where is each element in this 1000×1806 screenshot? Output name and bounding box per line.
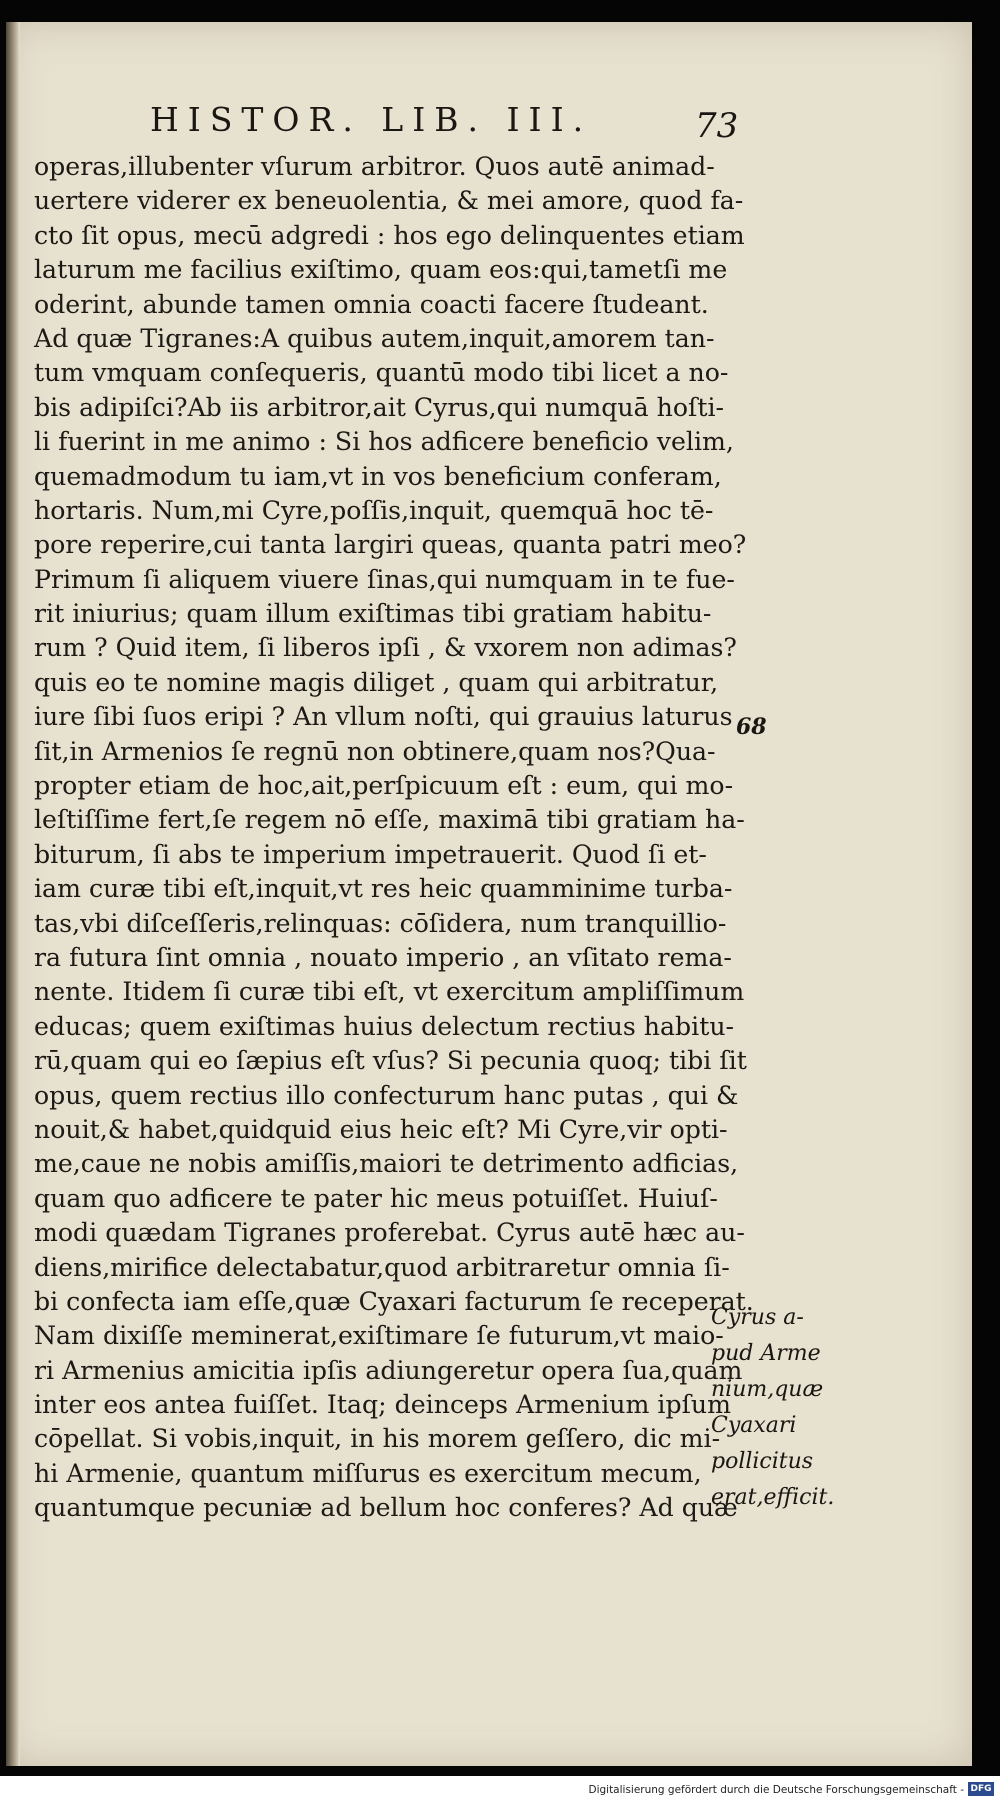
text-line: Primum ſi aliquem viuere ſinas,qui numquam in te fue-: [34, 564, 735, 594]
text-line: hortaris. Num,mi Cyre,poſſis,inquit, quemquā hoc tē-: [34, 495, 714, 525]
text-line: educas; quem exiſtimas huius delectum rectius habitu-: [34, 1011, 735, 1041]
text-line: ri Armenius amicitia ipſis adiungeretur opera ſua,quam: [34, 1355, 743, 1385]
text-line: ra futura ſint omnia , nouato imperio , an vſitato rema-: [34, 942, 732, 972]
text-line: rit iniurius; quam illum exiſtimas tibi gratiam habitu-: [34, 599, 712, 629]
marginal-note-line: Cyrus a-: [711, 1305, 804, 1330]
text-line: leſtiſſime fert,ſe regem nō eſſe, maximā tibi gratiam ha-: [34, 805, 745, 835]
text-line: rum ? Quid item, ſi liberos ipſi , & vxorem non adimas?: [34, 633, 737, 663]
text-line: nente. Itidem ſi curæ tibi eſt, vt exercitum ampliſſimum: [34, 977, 745, 1007]
text-line: pore reperire,cui tanta largiri queas, quanta patri meo?: [34, 530, 747, 560]
text-line: biturum, ſi abs te imperium impetrauerit. Quod ſi et-: [34, 839, 707, 869]
text-line: propter etiam de hoc,ait,perſpicuum eſt : eum, qui mo-: [34, 771, 734, 801]
text-line: me,caue ne nobis amiſſis,maiori te detrimento adficias,: [34, 1149, 739, 1179]
text-line: Nam dixiſſe meminerat,exiſtimare ſe futurum,vt maio-: [34, 1321, 724, 1351]
text-line: cōpellat. Si vobis,inquit, in his morem geſſero, dic mi-: [34, 1424, 721, 1454]
text-line: bi confecta iam eſſe,quæ Cyaxari facturum ſe receperat.: [34, 1286, 754, 1316]
text-line: diens,mirifice delectabatur,quod arbitraretur omnia ſi-: [34, 1252, 730, 1282]
text-line: iam curæ tibi eſt,inquit,vt res heic quamminime turba-: [34, 874, 733, 904]
marginal-note-line: pud Arme: [711, 1341, 821, 1366]
marginal-note: [711, 1300, 871, 1516]
text-line: operas,illubenter vſurum arbitror. Quos autē animad-: [34, 152, 715, 181]
marginal-number: 68: [736, 714, 767, 740]
text-line: li fuerint in me animo : Si hos adficere beneficio velim,: [34, 427, 734, 457]
marginal-note-line: nium,quæ: [711, 1377, 824, 1402]
digitization-footer: [0, 1776, 1000, 1806]
text-line: iure ſibi ſuos eripi ? An vllum noſti, qui grauius laturus: [34, 702, 733, 732]
text-line: opus, quem rectius illo confecturum hanc putas , qui &: [34, 1080, 739, 1110]
book-page: [6, 22, 972, 1766]
running-head: HISTOR. LIB. III.: [150, 100, 593, 139]
text-line: hi Armenie, quantum miſſurus es exercitum mecum,: [34, 1458, 702, 1488]
text-line: quis eo te nomine magis diliget , quam qui arbitratur,: [34, 667, 719, 697]
text-line: uertere viderer ex beneuolentia, & mei amore, quod fa-: [34, 186, 744, 216]
text-line: nouit,& habet,quidquid eius heic eſt? Mi Cyre,vir opti-: [34, 1114, 728, 1144]
folio-number: 73: [695, 106, 739, 146]
marginal-note-line: erat,efficit.: [711, 1485, 835, 1510]
text-line: quemadmodum tu iam,vt in vos beneficium conferam,: [34, 461, 722, 491]
text-line: bis adipiſci?Ab iis arbitror,ait Cyrus,qui numquā hoſti-: [34, 392, 725, 422]
marginal-note-line: Cyaxari: [711, 1413, 797, 1438]
text-line: oderint, abunde tamen omnia coacti facere ſtudeant.: [34, 289, 709, 319]
text-line: inter eos antea fuiſſet. Itaq; deinceps Armenium ipſum: [34, 1390, 732, 1420]
page-gutter-edge: [6, 22, 20, 1766]
text-line: tas,vbi diſceſſeris,relinquas: cōſidera, num tranquillio-: [34, 908, 727, 938]
text-line: quantumque pecuniæ ad bellum hoc conferes? Ad quæ: [34, 1493, 738, 1523]
text-line: laturum me facilius exiſtimo, quam eos:qui,tametſi me: [34, 255, 728, 285]
text-line: tum vmquam conſequeris, quantū modo tibi licet a no-: [34, 358, 729, 388]
funding-credit: Digitalisierung gefördert durch die Deutsche Forschungsgemeinschaft -: [588, 1784, 964, 1796]
text-line: cto ſit opus, mecū adgredi : hos ego delinquentes etiam: [34, 220, 745, 250]
text-line: rū,quam qui eo ſæpius eſt vſus? Si pecunia quoq; tibi ſit: [34, 1046, 747, 1076]
text-line: modi quædam Tigranes proferebat. Cyrus autē hæc au-: [34, 1218, 745, 1248]
text-line: ſit,in Armenios ſe regnū non obtinere,quam nos?Qua-: [34, 736, 716, 766]
dfg-logo: DFG: [968, 1782, 994, 1796]
text-line: quam quo adficere te pater hic meus potuiſſet. Huiuſ-: [34, 1183, 718, 1213]
text-line: Ad quæ Tigranes:A quibus autem,inquit,amorem tan-: [34, 323, 715, 353]
marginal-note-line: pollicitus: [711, 1449, 814, 1474]
